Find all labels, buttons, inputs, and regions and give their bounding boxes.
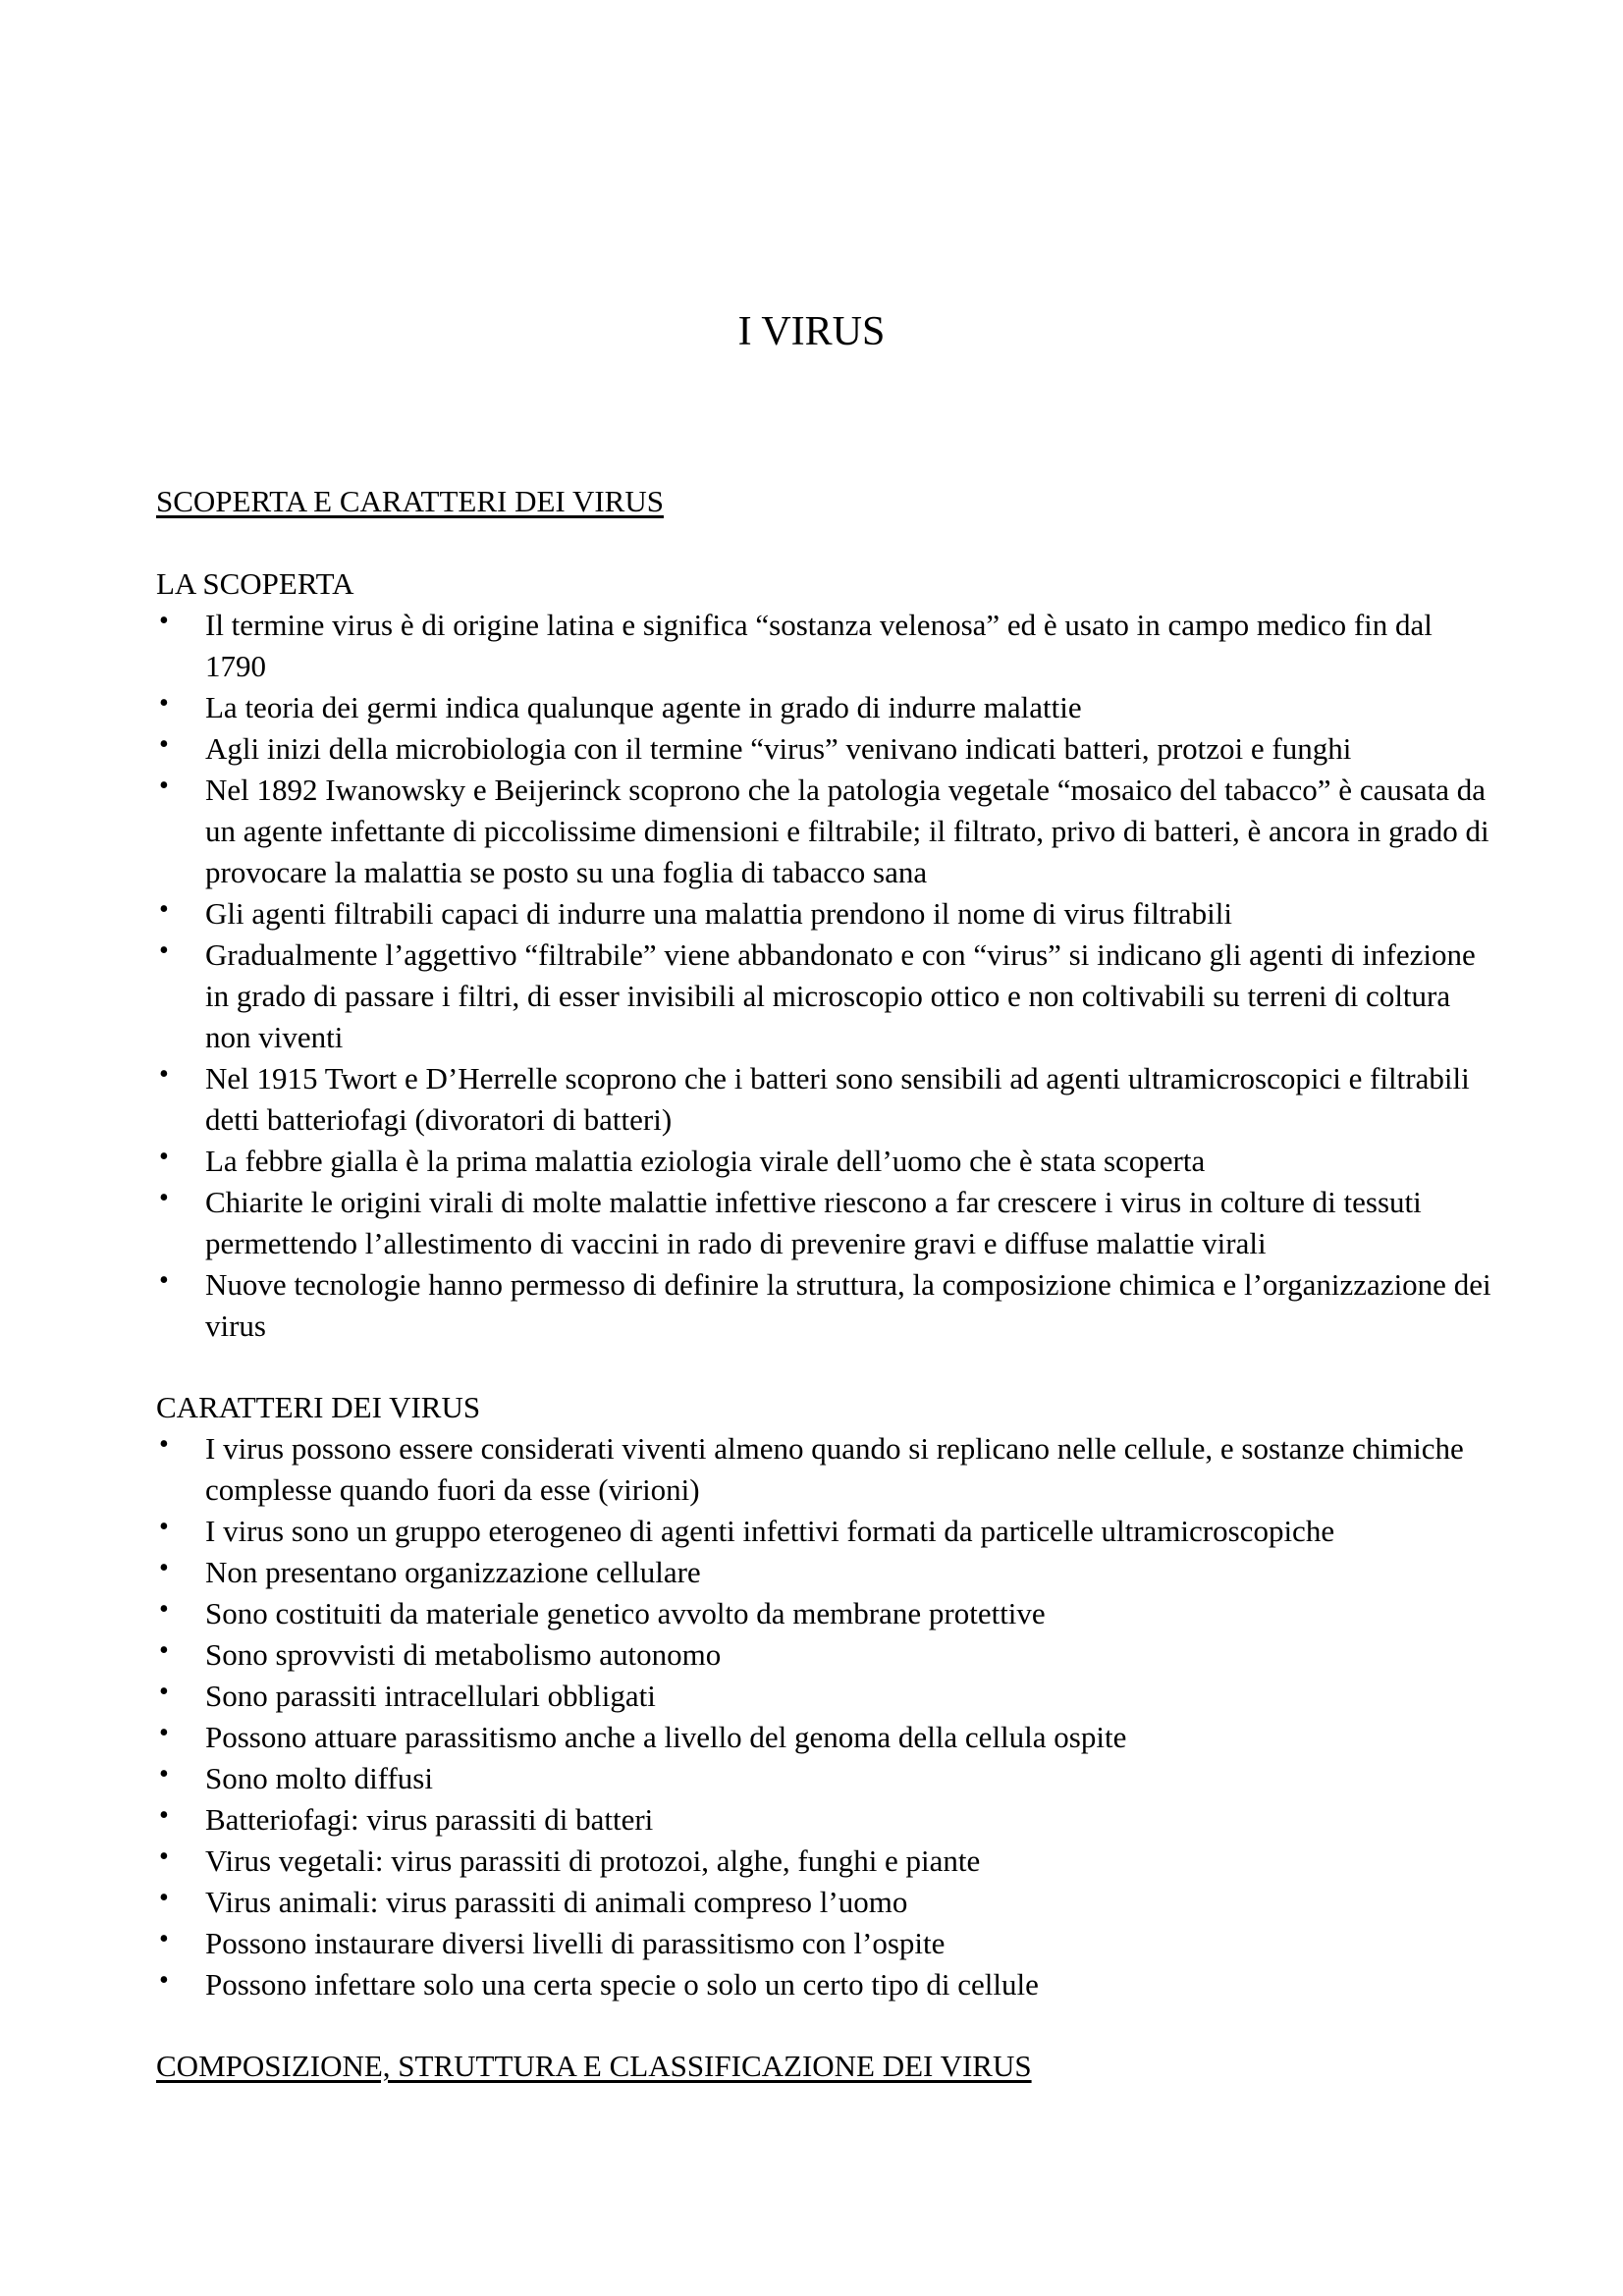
bullet-icon: • <box>159 1759 169 1789</box>
bullet-icon: • <box>159 1635 169 1666</box>
list-item <box>156 934 1491 1058</box>
bullet-icon: • <box>159 688 169 719</box>
bullet-icon: • <box>159 1059 169 1090</box>
bullet-icon: • <box>159 1512 169 1542</box>
list-item <box>156 1841 1491 1882</box>
list-item <box>156 770 1491 893</box>
section-heading-composizione: COMPOSIZIONE, STRUTTURA E CLASSIFICAZIONE DEI VIRUS <box>156 2049 1032 2083</box>
bullet-icon: • <box>159 1594 169 1625</box>
list-item-text: La febbre gialla è la prima malattia eziologia virale dell’uomo che è stata scoperta <box>205 1144 1206 1178</box>
list-item-text: Gli agenti filtrabili capaci di indurre una malattia prendono il nome di virus filtrabili <box>205 896 1232 931</box>
list-item <box>156 687 1491 728</box>
list-item-text: Batteriofagi: virus parassiti di batteri <box>205 1802 654 1837</box>
list-item <box>156 1799 1491 1841</box>
list-item <box>156 1511 1491 1552</box>
list-item-text: Possono infettare solo una certa specie o solo un certo tipo di cellule <box>205 1967 1039 2002</box>
bullet-icon: • <box>159 1183 169 1213</box>
list-item-text: Non presentano organizzazione cellulare <box>205 1555 701 1589</box>
bullet-icon: • <box>159 1553 169 1583</box>
bullet-list-caratteri <box>156 1428 1491 2005</box>
bullet-icon: • <box>159 729 169 760</box>
list-item <box>156 1428 1491 1511</box>
subsection-scoperta <box>156 563 1491 1347</box>
list-item-text: Possono instaurare diversi livelli di parassitismo con l’ospite <box>205 1926 946 1960</box>
list-item <box>156 605 1491 687</box>
list-item <box>156 1141 1491 1182</box>
list-item-text: I virus possono essere considerati viventi almeno quando si replicano nelle cellule, e sostanze chimiche complesse quando fuori da esse (virioni) <box>205 1431 1464 1507</box>
list-item-text: Virus vegetali: virus parassiti di protozoi, alghe, funghi e piante <box>205 1843 981 1878</box>
list-item-text: Sono parassiti intracellulari obbligati <box>205 1679 656 1713</box>
list-item-text: Nuove tecnologie hanno permesso di definire la struttura, la composizione chimica e l’organizzazione dei virus <box>205 1267 1491 1343</box>
list-item-text: Sono costituiti da materiale genetico avvolto da membrane protettive <box>205 1596 1046 1630</box>
list-item-text: Sono molto diffusi <box>205 1761 433 1795</box>
bullet-icon: • <box>159 606 169 636</box>
list-item-text: Il termine virus è di origine latina e significa “sostanza velenosa” ed è usato in campo medico fin dal 1790 <box>205 608 1433 683</box>
list-item-text: Possono attuare parassitismo anche a livello del genoma della cellula ospite <box>205 1720 1127 1754</box>
bullet-icon: • <box>159 771 169 801</box>
subsection-title-caratteri: CARATTERI DEI VIRUS <box>156 1390 481 1424</box>
list-item-text: Chiarite le origini virali di molte malattie infettive riescono a far crescere i virus in colture di tessuti permettendo l’allestimento di vaccini in rado di prevenire gravi e diffuse malattie virali <box>205 1185 1422 1260</box>
list-item-text: Sono sprovvisti di metabolismo autonomo <box>205 1637 722 1672</box>
bullet-icon: • <box>159 1142 169 1172</box>
list-item <box>156 1058 1491 1141</box>
bullet-icon: • <box>159 1800 169 1831</box>
bullet-icon: • <box>159 1677 169 1707</box>
bullet-icon: • <box>159 1718 169 1748</box>
list-item <box>156 1717 1491 1758</box>
list-item <box>156 1923 1491 1964</box>
list-item <box>156 1593 1491 1634</box>
section-heading-scoperta-caratteri: SCOPERTA E CARATTERI DEI VIRUS <box>156 484 664 518</box>
list-item <box>156 1882 1491 1923</box>
bullet-list-scoperta <box>156 605 1491 1347</box>
list-item <box>156 1964 1491 2005</box>
bullet-icon: • <box>159 1924 169 1954</box>
subsection-caratteri <box>156 1387 1491 2005</box>
document-title: I VIRUS <box>737 309 886 354</box>
list-item <box>156 1264 1491 1347</box>
bullet-icon: • <box>159 1265 169 1296</box>
list-item <box>156 1676 1491 1717</box>
list-item-text: La teoria dei germi indica qualunque agente in grado di indurre malattie <box>205 690 1082 724</box>
list-item-text: Virus animali: virus parassiti di animali compreso l’uomo <box>205 1885 908 1919</box>
list-item-text: Gradualmente l’aggettivo “filtrabile” viene abbandonato e con “virus” si indicano gli agenti di infezione in grado di passare i filtri, di esser invisibili al microscopio ottico e non coltivabili su terreni di coltura non viventi <box>205 937 1476 1054</box>
list-item-text: Nel 1915 Twort e D’Herrelle scoprono che i batteri sono sensibili ad agenti ultramicroscopici e filtrabili detti batteriofagi (divoratori di batteri) <box>205 1061 1470 1137</box>
subsection-title-scoperta: LA SCOPERTA <box>156 566 354 601</box>
list-item <box>156 1634 1491 1676</box>
list-item-text: Agli inizi della microbiologia con il termine “virus” venivano indicati batteri, protzoi e funghi <box>205 731 1352 766</box>
list-item-text: Nel 1892 Iwanowsky e Beijerinck scoprono che la patologia vegetale “mosaico del tabacco” è causata da un agente infettante di piccolissime dimensioni e filtrabile; il filtrato, privo di batteri, è ancora in grado di provocare la malattia se posto su una foglia di tabacco sana <box>205 773 1489 889</box>
list-item <box>156 1182 1491 1264</box>
list-item-text: I virus sono un gruppo eterogeneo di agenti infettivi formati da particelle ultramicroscopiche <box>205 1514 1335 1548</box>
list-item <box>156 728 1491 770</box>
bullet-icon: • <box>159 894 169 925</box>
bullet-icon: • <box>159 1842 169 1872</box>
bullet-icon: • <box>159 1883 169 1913</box>
bullet-icon: • <box>159 1429 169 1460</box>
list-item <box>156 893 1491 934</box>
list-item <box>156 1758 1491 1799</box>
list-item <box>156 1552 1491 1593</box>
bullet-icon: • <box>159 1965 169 1996</box>
bullet-icon: • <box>159 935 169 966</box>
